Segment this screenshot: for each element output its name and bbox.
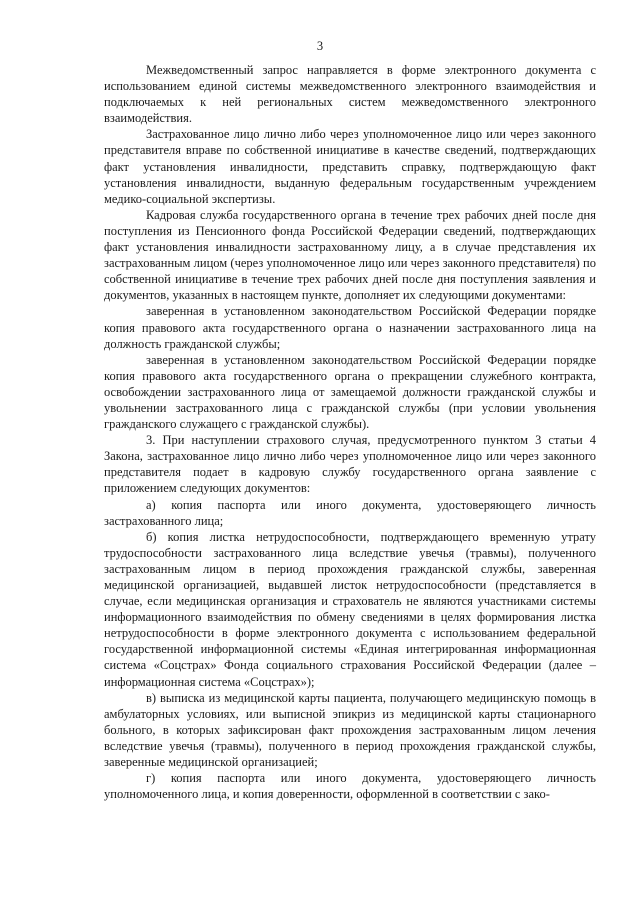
page-number: 3 — [316, 39, 324, 53]
list-item-a: а) копия паспорта или иного документа, удостоверяющего личность застрахованного лица; — [104, 497, 596, 528]
list-item-b: б) копия листка нетрудоспособности, подтверждающего временную утрату трудоспособности застрахованного лица вследствие увечья (травмы), полученного застрахованным лицом в период прохождения гражданской службы, заверенная медицинской организацией, выдавшей листок нетрудоспособности (представляется в случае, если медицинская организация и страхователь не являются участниками системы информационного взаимодействия по обмену сведениями в целях формирования листка нетрудоспособности в форме электронного документа с использованием федеральной государственной информационной системы «Единая интегрированная информационная система «Соцстрах» Фонда социального страхования Российской Федерации (далее – информационная система «Соцстрах»); — [104, 529, 596, 689]
document-body — [104, 62, 596, 802]
list-item-g: г) копия паспорта или иного документа, удостоверяющего личность уполномоченного лица, и копия доверенности, оформленной в соответствии с зако- — [104, 771, 596, 802]
paragraph-interagency-request: Межведомственный запрос направляется в форме электронного документа с использованием единой системы межведомственного электронного взаимодействия и подключаемых к ней региональных систем межведомственного электронного взаимодействия. — [104, 63, 596, 126]
list-item-v: в) выписка из медицинской карты пациента, получающего медицинскую помощь в амбулаторных условиях, или выписной эпикриз из медицинской карты стационарного больного, в которых зафиксирован факт прохождения застрахованным лицом лечения вследствие увечья (травмы), полученного в период прохождения гражданской службы, заверенные медицинской организацией; — [104, 690, 596, 770]
paragraph-disability-certificate: Застрахованное лицо лично либо через уполномоченное лицо или через законного представителя вправе по собственной инициативе в качестве сведений, подтверждающих факт установления инвалидности, представить справку, подтверждающую факт установления инвалидности, выданную федеральным государственным учреждением медико-социальной экспертизы. — [104, 127, 596, 206]
paragraph-appointment-act-copy: заверенная в установленном законодательством Российской Федерации порядке копия правового акта государственного органа о назначении застрахованного лица на должность гражданской службы; — [104, 304, 596, 351]
paragraph-hr-service: Кадровая служба государственного органа в течение трех рабочих дней после дня поступления из Пенсионного фонда Российской Федерации сведений, подтверждающих факт установления инвалидности застрахованному лицу, а в случае представления их застрахованным лицом (через уполномоченное лицо или через законного представителя) по собственной инициативе в течение трех рабочих дней после дня поступления заявления и документов, указанных в настоящем пункте, дополняет их следующими документами: — [104, 207, 596, 303]
paragraph-section-3: 3. При наступлении страхового случая, предусмотренного пунктом 3 статьи 4 Закона, застрахованное лицо лично либо через уполномоченное лицо или через законного представителя подает в кадровую службу государственного органа заявление с приложением следующих документов: — [104, 433, 596, 496]
paragraph-dismissal-act-copy: заверенная в установленном законодательством Российской Федерации порядке копия правового акта государственного органа о прекращении служебного контракта, освобождении застрахованного лица от замещаемой должности гражданской службы и увольнении застрахованного лица с гражданской службы (при условии увольнения гражданского служащего с гражданской службы). — [104, 352, 596, 432]
